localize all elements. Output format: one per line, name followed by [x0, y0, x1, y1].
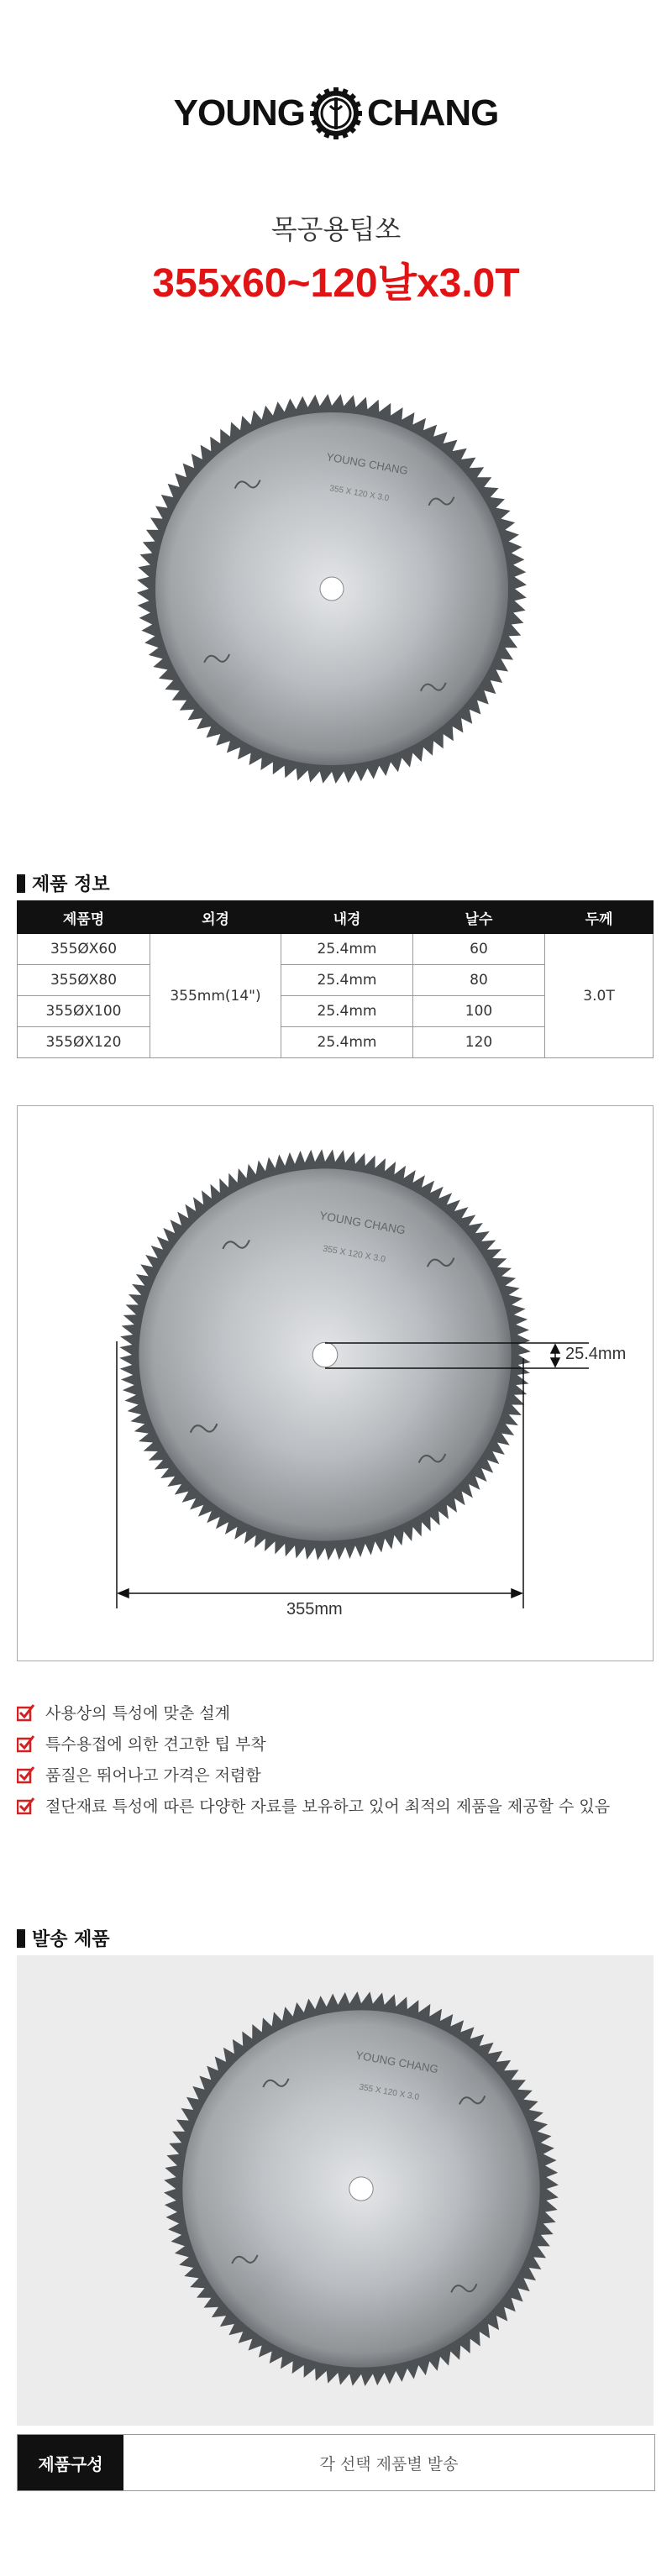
blade-bore [349, 2177, 373, 2201]
shipping-section-heading: 발송 제품 [17, 1925, 110, 1951]
blade-engraving-spec: 355 X 120 X 3.0 [358, 2082, 420, 2103]
cell-bore: 25.4mm [281, 996, 413, 1027]
cell-teeth: 60 [413, 934, 545, 965]
blade-engraving-brand: YOUNG CHANG [318, 1209, 407, 1237]
composition-value: 각 선택 제품별 발송 [319, 2454, 459, 2474]
list-item [17, 1790, 655, 1821]
saw-blade-image [134, 391, 529, 786]
blade-bore [312, 1342, 338, 1367]
checkbox-checked-icon [17, 1797, 35, 1815]
list-item [17, 1759, 655, 1790]
col-header-name: 제품명 [18, 901, 150, 934]
col-header-bore: 내경 [281, 901, 413, 934]
cell-teeth: 80 [413, 965, 545, 996]
cell-bore: 25.4mm [281, 934, 413, 965]
checkbox-checked-icon [17, 1703, 35, 1722]
composition-label: 제품구성 [18, 2435, 123, 2490]
cell-name: 355ØX120 [18, 1027, 150, 1058]
product-title: 355x60~120날x3.0T [152, 261, 520, 306]
brand-logo [0, 84, 672, 143]
list-item [17, 1697, 655, 1728]
gear-emblem-icon [310, 87, 362, 139]
blade-engraving-spec: 355 X 120 X 3.0 [322, 1243, 386, 1265]
cell-thickness: 3.0T [545, 934, 654, 1058]
shipping-image-panel [17, 1955, 654, 2426]
table-row [18, 934, 654, 965]
product-category: 목공용팁쏘 [270, 213, 402, 245]
feature-text: 사용상의 특성에 맞춘 설계 [45, 1704, 231, 1723]
cell-name: 355ØX100 [18, 996, 150, 1027]
feature-text: 특수용접에 의한 견고한 팁 부착 [45, 1735, 266, 1754]
blade-engraving-spec: 355 X 120 X 3.0 [328, 484, 391, 504]
composition-row [17, 2434, 655, 2491]
list-item [17, 1728, 655, 1759]
spec-table [17, 900, 654, 1058]
cell-teeth: 120 [413, 1027, 545, 1058]
cell-bore: 25.4mm [281, 1027, 413, 1058]
checkbox-checked-icon [17, 1734, 35, 1753]
dimension-diagram [17, 1105, 654, 1661]
bore-dimension-label: 25.4mm [565, 1345, 627, 1363]
checkbox-checked-icon [17, 1765, 35, 1784]
cell-name: 355ØX60 [18, 934, 150, 965]
cell-outer: 355mm(14") [150, 934, 281, 1058]
blade-engraving-brand: YOUNG CHANG [354, 2049, 439, 2076]
feature-text: 품질은 뛰어나고 가격은 저렴함 [45, 1766, 261, 1785]
feature-list [17, 1697, 655, 1821]
blade-bore [320, 577, 344, 601]
cell-bore: 25.4mm [281, 965, 413, 996]
spec-section-heading: 제품 정보 [17, 870, 110, 896]
col-header-outer: 외경 [150, 901, 281, 934]
col-header-thickness: 두께 [545, 901, 654, 934]
cell-name: 355ØX80 [18, 965, 150, 996]
col-header-teeth: 날수 [413, 901, 545, 934]
brand-name-right: CHANG [367, 92, 499, 134]
outer-dimension-label: 355mm [286, 1600, 343, 1619]
cell-teeth: 100 [413, 996, 545, 1027]
brand-name-left: YOUNG [173, 92, 306, 134]
blade-engraving-brand: YOUNG CHANG [325, 450, 409, 478]
feature-text: 절단재료 특성에 따른 다양한 자료를 보유하고 있어 최적의 제품을 제공할 수 있음 [45, 1797, 611, 1816]
saw-blade-image [117, 1146, 533, 1563]
saw-blade-image [161, 1989, 561, 2389]
